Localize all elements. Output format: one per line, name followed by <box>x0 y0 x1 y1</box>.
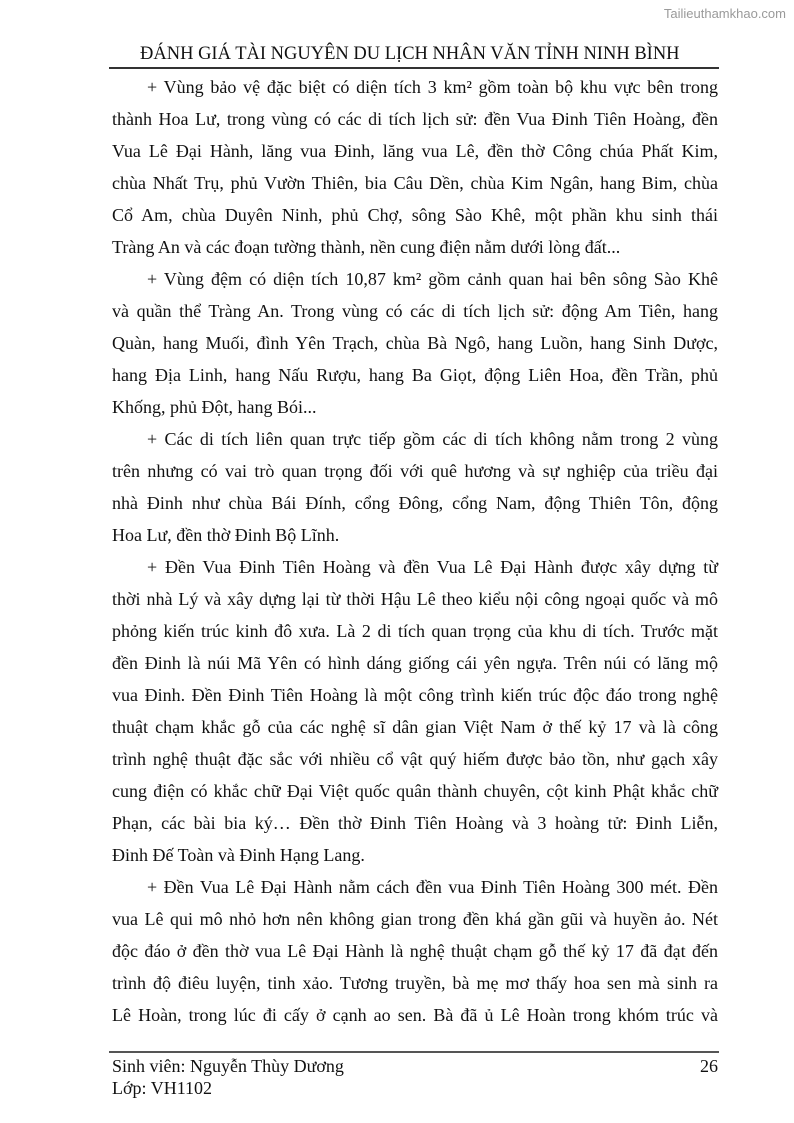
paragraph <box>112 551 718 871</box>
watermark: Tailieuthamkhao.com <box>663 6 786 21</box>
text-line: đền Đinh là núi Mã Yên có hình dáng giống cái yên ngựa. Trên núi có lăng mộ <box>112 653 718 673</box>
text-line: + Đền Vua Đinh Tiên Hoàng và đền Vua Lê Đại Hành được xây dựng từ <box>147 557 718 577</box>
text-line: trên nhưng có vai trò quan trọng đối với quê hương và sự nghiệp của triều đại <box>112 461 718 481</box>
footer-class: Lớp: VH1102 <box>112 1078 213 1098</box>
header-divider <box>109 67 719 69</box>
text-line: trình nghệ thuật đặc sắc với nhiều cổ vật quý hiếm được bảo tồn, như gạch xây <box>112 749 718 769</box>
footer-student: Sinh viên: Nguyễn Thùy Dương <box>112 1056 344 1076</box>
text-line: Hoa Lư, đền thờ Đinh Bộ Lĩnh. <box>112 525 340 545</box>
page-header-title: ĐÁNH GIÁ TÀI NGUYÊN DU LỊCH NHÂN VĂN TỈNH NINH BÌNH <box>140 44 680 64</box>
text-line: Quàn, hang Muối, đình Yên Trạch, chùa Bà Ngô, hang Luồn, hang Sinh Dược, <box>112 333 718 353</box>
text-line: + Đền Vua Lê Đại Hành nằm cách đền vua Đinh Tiên Hoàng 300 mét. Đền <box>147 877 718 897</box>
text-line: Vua Lê Đại Hành, lăng vua Đinh, lăng vua Lê, đền thờ Công chúa Phất Kim, <box>112 141 718 161</box>
text-line: vua Lê qui mô nhỏ hơn nên không gian trong đền khá gần gũi và huyền ảo. Nét <box>112 909 718 929</box>
paragraph <box>112 871 718 1031</box>
text-line: + Các di tích liên quan trực tiếp gồm các di tích không nằm trong 2 vùng <box>147 429 718 449</box>
text-line: + Vùng bảo vệ đặc biệt có diện tích 3 km² gồm toàn bộ khu vực bên trong <box>147 77 718 97</box>
text-line: thành Hoa Lư, trong vùng có các di tích lịch sử: đền Vua Đinh Tiên Hoàng, đền <box>112 109 718 129</box>
text-line: trình độ điêu luyện, tinh xảo. Tương truyền, bà mẹ mơ thấy hoa sen mà sinh ra <box>112 973 718 993</box>
text-line: nhà Đinh như chùa Bái Đính, cổng Đông, cổng Nam, động Thiên Tôn, động <box>112 493 718 513</box>
text-line: thời nhà Lý và xây dựng lại từ thời Hậu Lê theo kiểu nội công ngoại quốc và mô <box>112 589 718 609</box>
text-line: Lê Hoàn, trong lúc đi cấy ở cạnh ao sen. Bà đã ủ Lê Hoàn trong khóm trúc và <box>112 1005 718 1025</box>
text-line: hang Địa Linh, hang Nấu Rượu, hang Ba Giọt, động Liên Hoa, đền Trần, phủ <box>112 365 718 385</box>
footer-divider <box>109 1051 719 1053</box>
text-line: Phạn, các bài bia ký… Đền thờ Đinh Tiên Hoàng và 3 hoàng tử: Đinh Liễn, <box>112 813 718 833</box>
text-line: Khống, phủ Đột, hang Bói... <box>112 397 317 417</box>
document-body <box>112 71 718 1031</box>
text-line: Đinh Đế Toàn và Đinh Hạng Lang. <box>112 845 365 865</box>
text-line: và quần thể Tràng An. Trong vùng có các di tích lịch sử: động Am Tiên, hang <box>112 301 718 321</box>
text-line: + Vùng đệm có diện tích 10,87 km² gồm cảnh quan hai bên sông Sào Khê <box>147 269 718 289</box>
paragraph <box>112 71 718 263</box>
text-line: phỏng kiến trúc kinh đô xưa. Là 2 di tích quan trọng của khu di tích. Trước mặt <box>112 621 718 641</box>
text-line: cung điện có khắc chữ Đại Việt quốc quân thành chuyên, cột kinh Phật khắc chữ <box>112 781 718 801</box>
text-line: Tràng An và các đoạn tường thành, nền cung điện nằm dưới lòng đất... <box>112 237 621 257</box>
page-number: 26 <box>700 1056 718 1076</box>
text-line: Cổ Am, chùa Duyên Ninh, phủ Chợ, sông Sào Khê, một phần khu sinh thái <box>112 205 718 225</box>
text-line: vua Đinh. Đền Đinh Tiên Hoàng là một công trình kiến trúc độc đáo trong nghệ <box>112 685 718 705</box>
text-line: độc đáo ở đền thờ vua Lê Đại Hành là nghệ thuật chạm gỗ thế kỷ 17 đã đạt đến <box>112 941 718 961</box>
paragraph <box>112 263 718 423</box>
paragraph <box>112 423 718 551</box>
text-line: chùa Nhất Trụ, phủ Vườn Thiên, bia Câu Dền, chùa Kim Ngân, hang Bim, chùa <box>112 173 718 193</box>
text-line: thuật chạm khắc gỗ của các nghệ sĩ dân gian Việt Nam ở thế kỷ 17 và là công <box>112 717 718 737</box>
